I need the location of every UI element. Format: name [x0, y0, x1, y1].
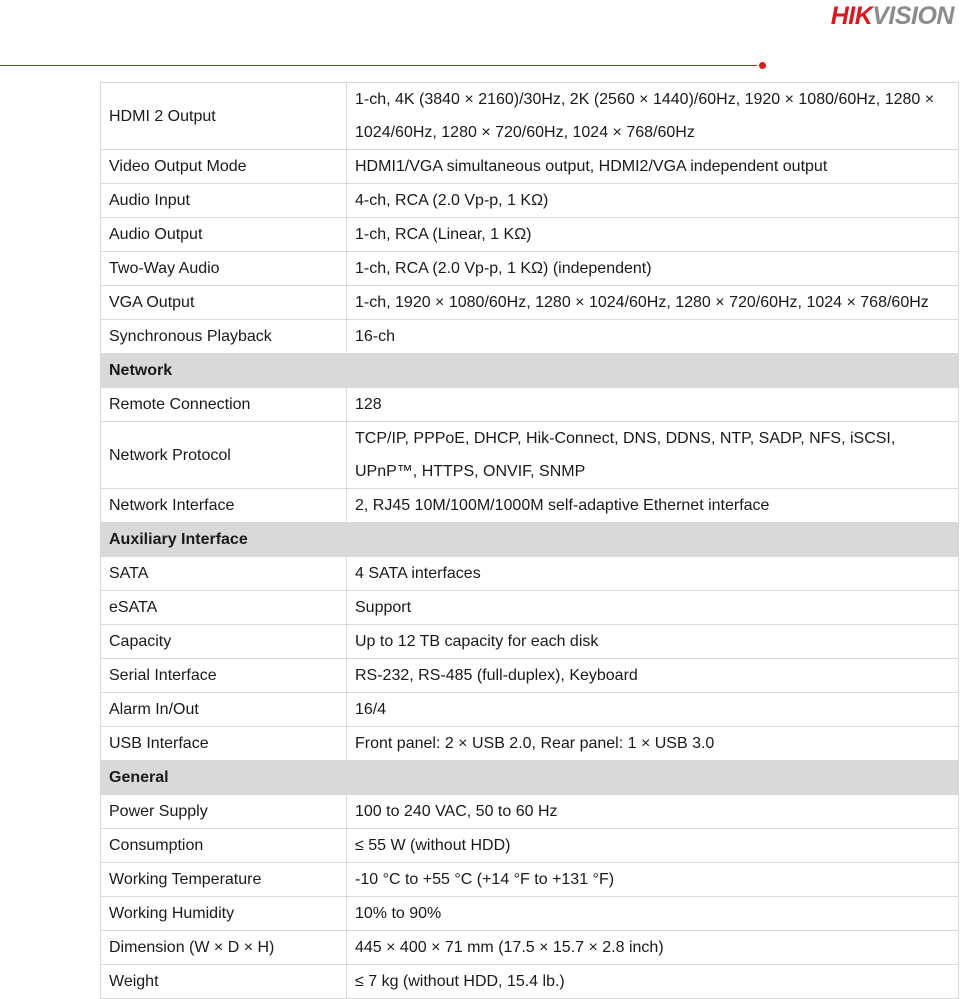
- spec-value: 16-ch: [347, 320, 959, 354]
- spec-value: 1-ch, 4K (3840 × 2160)/30Hz, 2K (2560 × 1440)/60Hz, 1920 × 1080/60Hz, 1280 × 1024/60Hz, 1280 × 720/60Hz, 1024 × 768/60Hz: [347, 83, 959, 150]
- spec-row: [101, 150, 959, 184]
- header-divider-dot: [759, 62, 766, 69]
- header-divider: [0, 65, 757, 66]
- spec-value: ≤ 55 W (without HDD): [347, 829, 959, 863]
- spec-label: Remote Connection: [101, 388, 347, 422]
- section-filler: [347, 354, 959, 388]
- spec-row: [101, 422, 959, 489]
- spec-table-body: [101, 83, 959, 999]
- spec-row: [101, 931, 959, 965]
- spec-row: [101, 320, 959, 354]
- spec-row: [101, 727, 959, 761]
- spec-value: RS-232, RS-485 (full-duplex), Keyboard: [347, 659, 959, 693]
- spec-label: Dimension (W × D × H): [101, 931, 347, 965]
- spec-value: 2, RJ45 10M/100M/1000M self-adaptive Ethernet interface: [347, 489, 959, 523]
- spec-value: 16/4: [347, 693, 959, 727]
- spec-row: [101, 965, 959, 999]
- spec-row: [101, 897, 959, 931]
- spec-label: Network Interface: [101, 489, 347, 523]
- spec-label: Network Protocol: [101, 422, 347, 489]
- spec-row: [101, 795, 959, 829]
- spec-value: 4 SATA interfaces: [347, 557, 959, 591]
- spec-value: 1-ch, RCA (2.0 Vp-p, 1 KΩ) (independent): [347, 252, 959, 286]
- spec-label: Video Output Mode: [101, 150, 347, 184]
- section-filler: [347, 761, 959, 795]
- section-title: Network: [101, 354, 347, 388]
- spec-row: [101, 286, 959, 320]
- spec-label: Power Supply: [101, 795, 347, 829]
- spec-value: Front panel: 2 × USB 2.0, Rear panel: 1 × USB 3.0: [347, 727, 959, 761]
- section-header-row: [101, 523, 959, 557]
- spec-value: Up to 12 TB capacity for each disk: [347, 625, 959, 659]
- section-header-row: [101, 761, 959, 795]
- spec-value: Support: [347, 591, 959, 625]
- spec-table: [100, 82, 959, 999]
- spec-value: 10% to 90%: [347, 897, 959, 931]
- spec-row: [101, 591, 959, 625]
- spec-label: Two-Way Audio: [101, 252, 347, 286]
- spec-row: [101, 184, 959, 218]
- logo-vision-text: VISION: [872, 2, 954, 30]
- spec-label: VGA Output: [101, 286, 347, 320]
- spec-label: Audio Output: [101, 218, 347, 252]
- logo-hik-text: HIK: [830, 2, 873, 30]
- spec-value: -10 °C to +55 °C (+14 °F to +131 °F): [347, 863, 959, 897]
- section-filler: [347, 523, 959, 557]
- spec-label: Working Temperature: [101, 863, 347, 897]
- spec-label: Capacity: [101, 625, 347, 659]
- section-title: Auxiliary Interface: [101, 523, 347, 557]
- spec-row: [101, 489, 959, 523]
- spec-label: Consumption: [101, 829, 347, 863]
- spec-value: 128: [347, 388, 959, 422]
- spec-row: [101, 625, 959, 659]
- spec-row: [101, 829, 959, 863]
- spec-label: HDMI 2 Output: [101, 83, 347, 150]
- hikvision-logo: [831, 2, 954, 30]
- spec-row: [101, 83, 959, 150]
- spec-value: TCP/IP, PPPoE, DHCP, Hik-Connect, DNS, DDNS, NTP, SADP, NFS, iSCSI, UPnP™, HTTPS, ONVIF, SNMP: [347, 422, 959, 489]
- spec-value: 100 to 240 VAC, 50 to 60 Hz: [347, 795, 959, 829]
- spec-value: HDMI1/VGA simultaneous output, HDMI2/VGA independent output: [347, 150, 959, 184]
- spec-value: 445 × 400 × 71 mm (17.5 × 15.7 × 2.8 inch): [347, 931, 959, 965]
- spec-label: Alarm In/Out: [101, 693, 347, 727]
- spec-value: ≤ 7 kg (without HDD, 15.4 lb.): [347, 965, 959, 999]
- spec-row: [101, 388, 959, 422]
- spec-label: USB Interface: [101, 727, 347, 761]
- spec-row: [101, 557, 959, 591]
- spec-label: Synchronous Playback: [101, 320, 347, 354]
- spec-row: [101, 659, 959, 693]
- section-header-row: [101, 354, 959, 388]
- spec-value: 1-ch, RCA (Linear, 1 KΩ): [347, 218, 959, 252]
- spec-row: [101, 863, 959, 897]
- section-title: General: [101, 761, 347, 795]
- spec-row: [101, 693, 959, 727]
- spec-label: Serial Interface: [101, 659, 347, 693]
- spec-value: 4-ch, RCA (2.0 Vp-p, 1 KΩ): [347, 184, 959, 218]
- spec-label: SATA: [101, 557, 347, 591]
- spec-row: [101, 218, 959, 252]
- spec-row: [101, 252, 959, 286]
- spec-label: eSATA: [101, 591, 347, 625]
- spec-label: Weight: [101, 965, 347, 999]
- spec-value: 1-ch, 1920 × 1080/60Hz, 1280 × 1024/60Hz, 1280 × 720/60Hz, 1024 × 768/60Hz: [347, 286, 959, 320]
- spec-label: Audio Input: [101, 184, 347, 218]
- spec-label: Working Humidity: [101, 897, 347, 931]
